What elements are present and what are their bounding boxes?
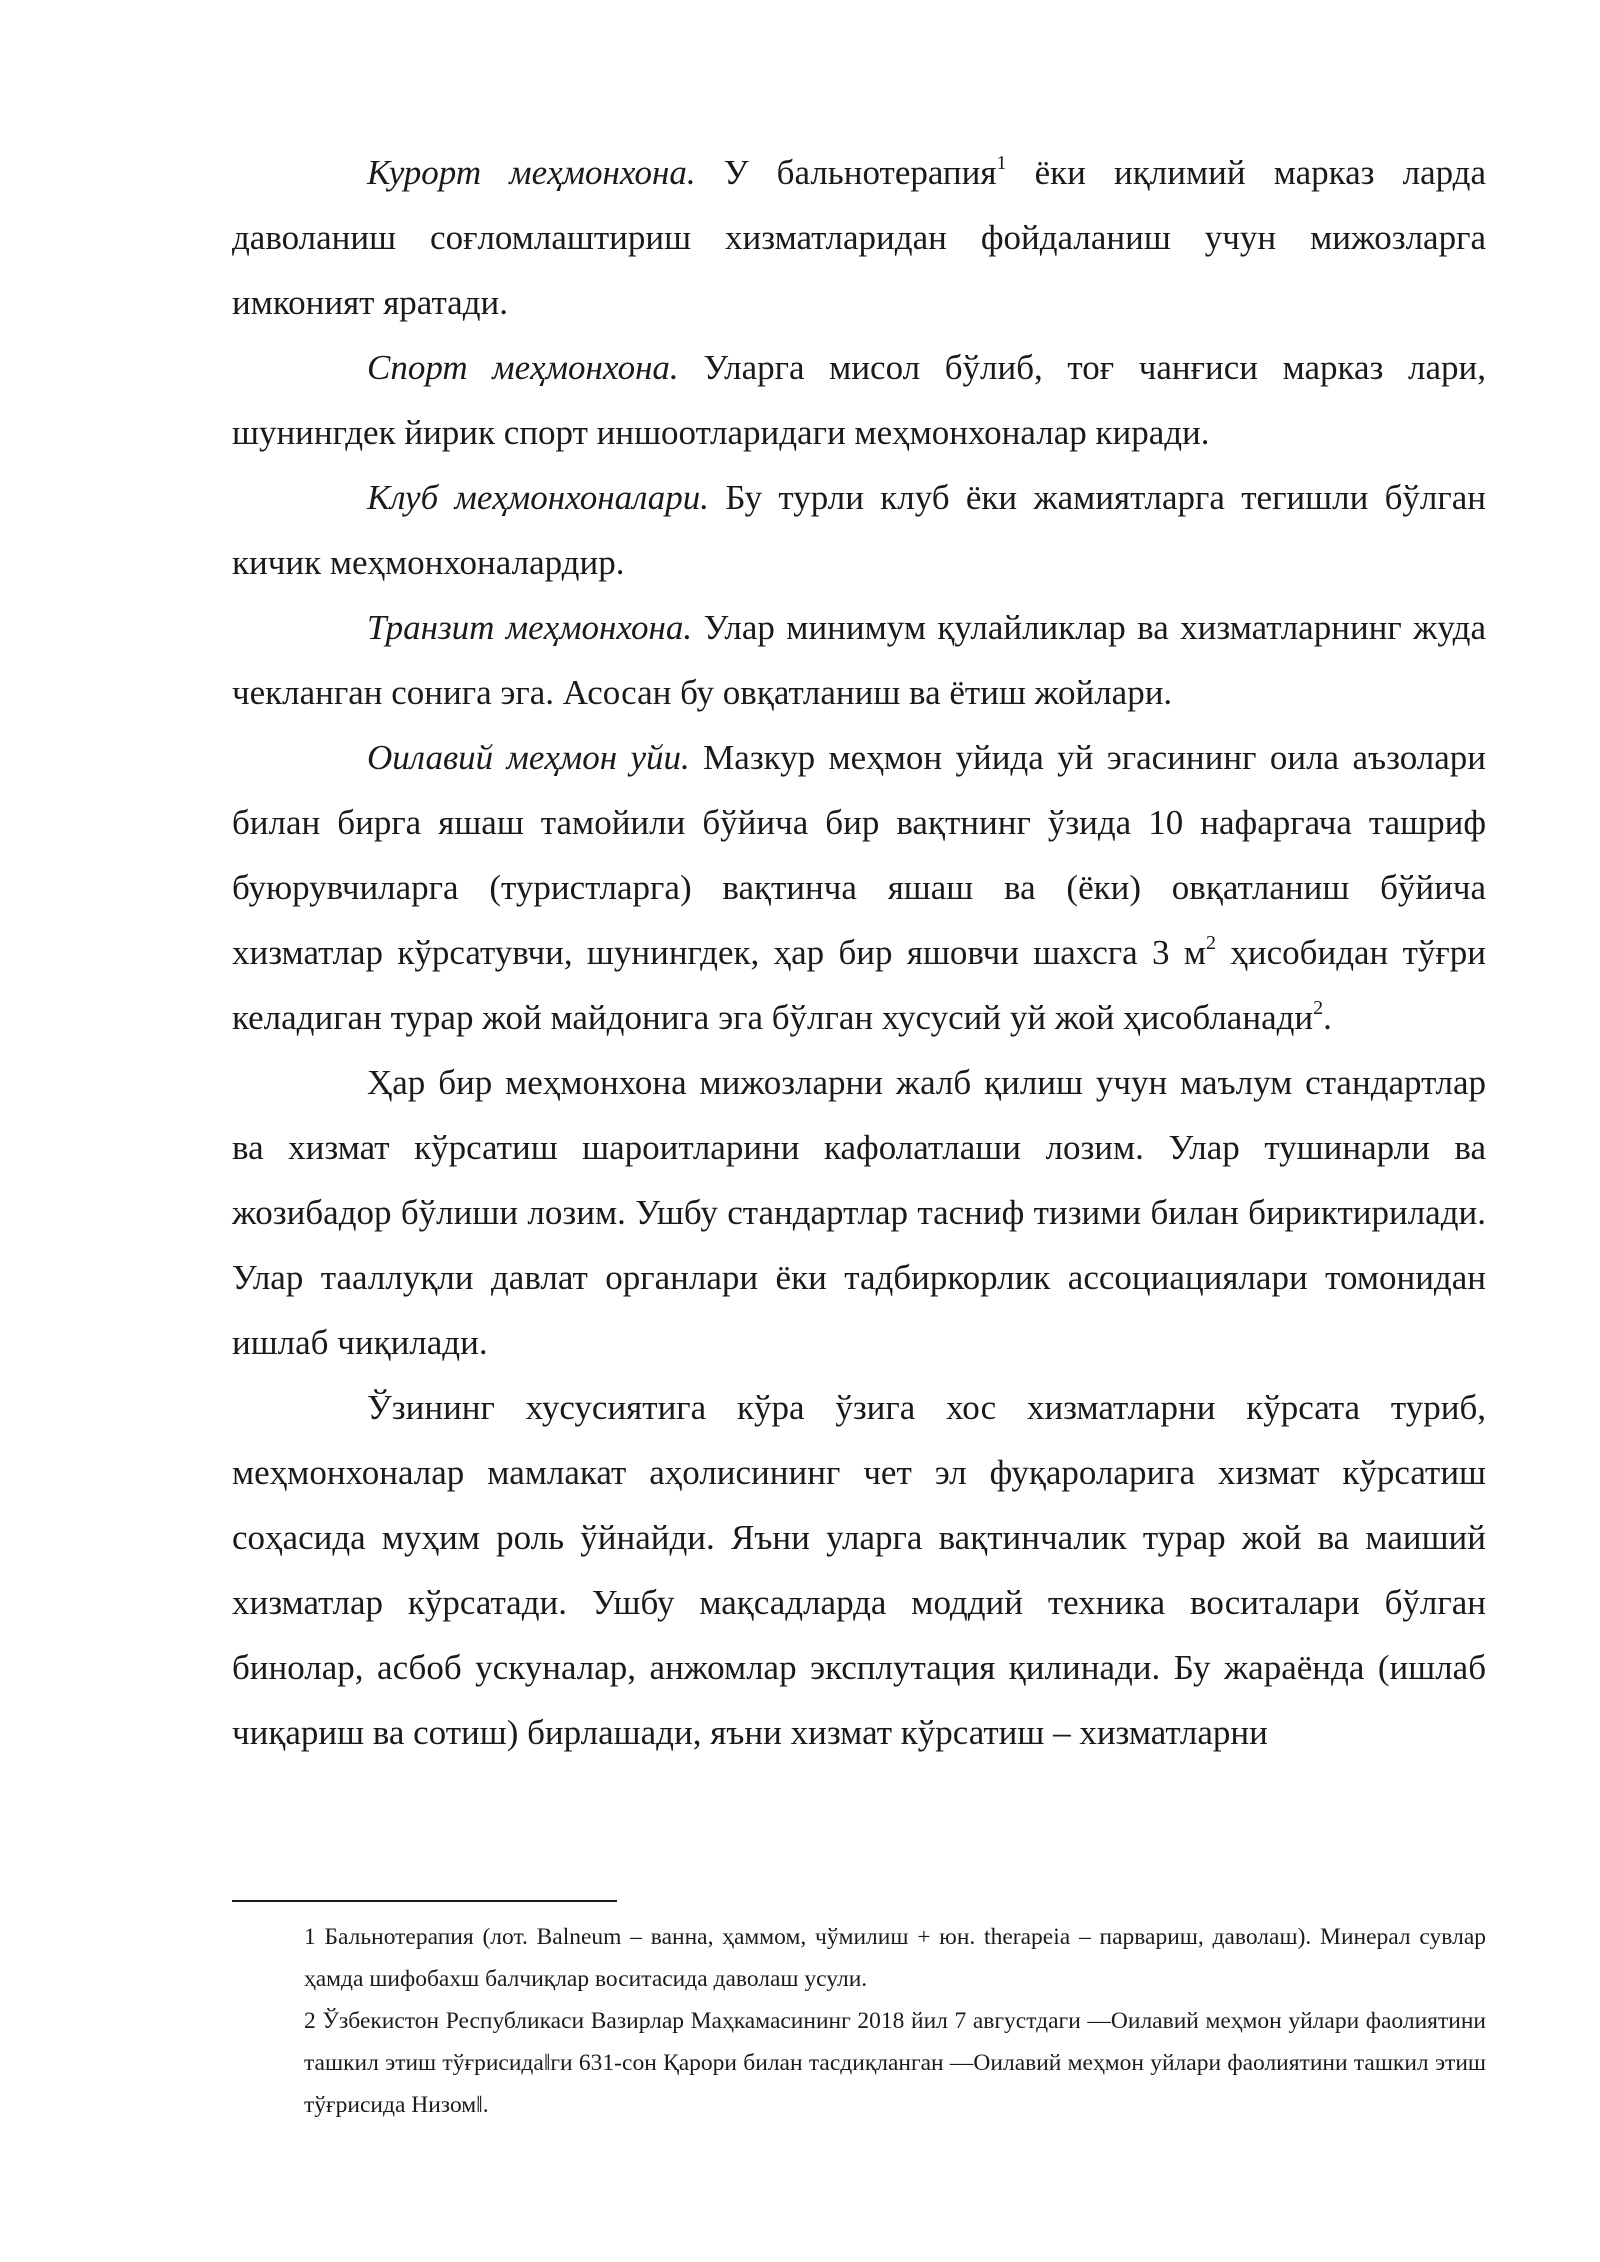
footnote-ref-1: 1: [996, 152, 1007, 175]
term-club-hotels: Клуб меҳмонхоналари.: [367, 478, 710, 517]
paragraph-family-guest-house: [232, 725, 1486, 1050]
term-transit-hotel: Транзит меҳмонхона.: [367, 608, 693, 647]
paragraph-text: Ўзининг хусусиятига кўра ўзига хос хизматларни кўрсата туриб, меҳмонхоналар мамлакат аҳолисининг чет эл фуқароларига хизмат кўрсатиш соҳасида муҳим роль ўйнайди. Яъни уларга вақтинчалик турар жой ва маиший хизматлар кўрсатади. Ушбу мақсадларда моддий техника воситалари бўлган бинолар, асбоб ускуналар, анжомлар эксплутация қилинади. Бу жараёнда (ишлаб чиқариш ва сотиш) бирлашади, яъни хизмат кўрсатиш – хизматларни: [232, 1388, 1486, 1752]
footnote-1: 1 Бальнотерапия (лот. Balneum – ванна, ҳаммом, чўмилиш + юн. therapeia – парвариш, даволаш). Минерал сувлар ҳамда шифобахш балчиқлар воситасида даволаш усули.: [304, 1924, 1486, 1992]
footnote-ref-2: 2: [1313, 997, 1324, 1020]
term-resort-hotel: Курорт меҳмонхона.: [367, 153, 696, 192]
paragraph-resort-hotel: [232, 140, 1486, 335]
paragraph-text: Ҳар бир меҳмонхона мижозларни жалб қилиш учун маълум стандартлар ва хизмат кўрсатиш шароитларини кафолатлаши лозим. Улар тушинарли ва жозибадор бўлиши лозим. Ушбу стандартлар тасниф тизими билан бириктирилади. Улар тааллуқли давлат органлари ёки тадбиркорлик ассоциациялари томонидан ишлаб чиқилади.: [232, 1063, 1486, 1362]
paragraph-text: Улар минимум қулайликлар ва хизматларнинг жуда чекланган сонига эга. Асосан бу овқатланиш ва ётиш жойлари.: [232, 608, 1486, 712]
superscript-square: 2: [1206, 932, 1217, 955]
paragraph-text: Уларга мисол бўлиб, тоғ чанғиси марказ лари, шунингдек йирик спорт иншоотларидаги меҳмонхоналар киради.: [232, 348, 1487, 452]
footnote-2: 2 Ўзбекистон Республикаси Вазирлар Маҳкамасининг 2018 йил 7 августдаги ―Оилавий меҳмон уйлари фаолиятини ташкил этиш тўғрисида‖ги 631-сон Қарори билан тасдиқланган ―Оилавий меҳмон уйлари фаолиятини ташкил этиш тўғрисида Низом‖.: [304, 2008, 1486, 2118]
paragraph-sport-hotel: [232, 335, 1486, 465]
paragraph-text: .: [1323, 998, 1332, 1037]
paragraph-text: Мазкур меҳмон уйида уй эгасининг оила аъзолари билан бирга яшаш тамойили бўйича бир вақтнинг ўзида 10 нафаргача ташриф буюрувчиларга (туристларга) вақтинча яшаш ва (ёки) овқатланиш бўйича хизматлар кўрсатувчи, шунингдек, ҳар бир яшовчи шахсга 3 м: [232, 738, 1486, 972]
paragraph-text: ёки иқлимий марказ ларда даволаниш соғломлаштириш хизматларидан фойдаланиш учун мижозларга имконият яратади.: [232, 153, 1486, 322]
footnote-separator: [232, 1900, 617, 1902]
document-body: [232, 140, 1486, 1765]
paragraph-transit-hotel: [232, 595, 1486, 725]
paragraph-club-hotels: [232, 465, 1486, 595]
footnotes: [232, 1916, 1486, 2126]
paragraph-role-of-hotels: [232, 1375, 1486, 1765]
paragraph-text: ҳисобидан тўғри келадиган турар жой майдонига эга бўлган хусусий уй жой ҳисобланади: [232, 933, 1486, 1037]
paragraph-standards: [232, 1050, 1486, 1375]
paragraph-text: У бальнотерапия: [695, 153, 997, 192]
paragraph-text: Бу турли клуб ёки жамиятларга тегишли бўлган кичик меҳмонхоналардир.: [232, 478, 1487, 582]
term-sport-hotel: Спорт меҳмонхона.: [367, 348, 679, 387]
term-family-guest-house: Оилавий меҳмон уйи.: [367, 738, 690, 777]
